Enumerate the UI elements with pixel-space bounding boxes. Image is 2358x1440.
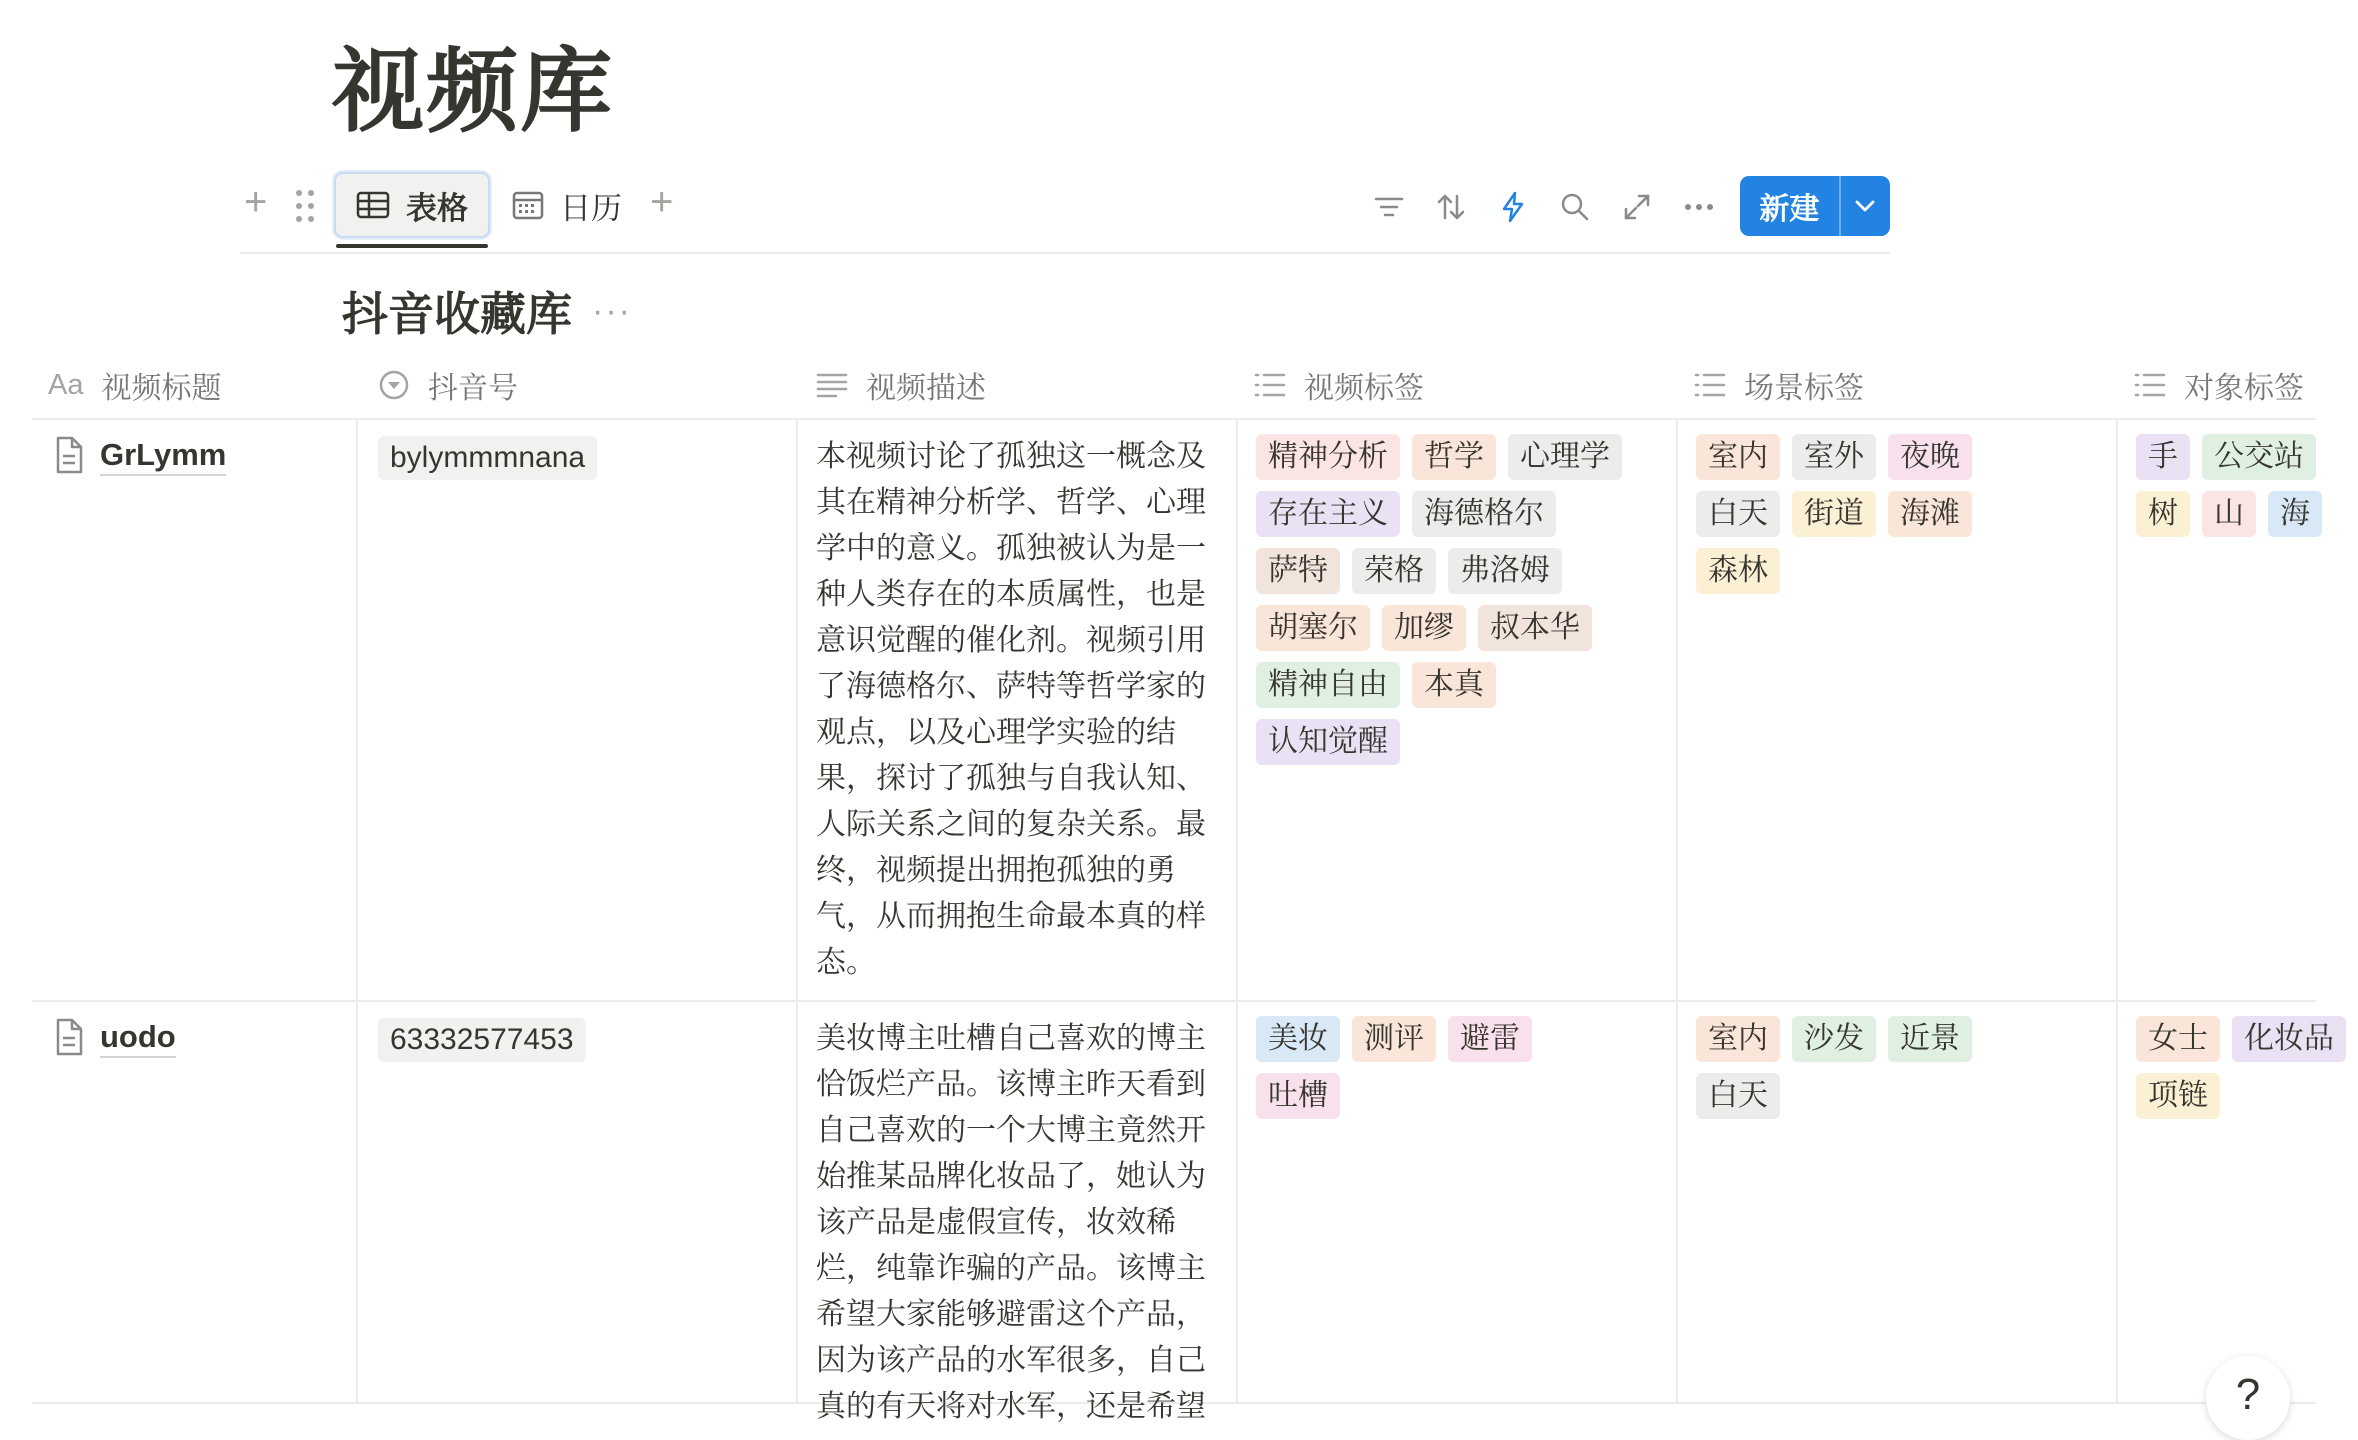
tab-table-label: 表格 [406, 190, 468, 226]
column-header-description[interactable] [816, 352, 986, 418]
tag: 手 [2136, 434, 2190, 480]
description-line: 希望大家能够避雷这个产品， [816, 1298, 1206, 1331]
douyin-id-chip: 63332577453 [378, 1018, 586, 1062]
description-line: 果，探讨了孤独与自我认知、 [816, 762, 1206, 795]
object-tags-cell[interactable] [2116, 1002, 2356, 1402]
column-header-scene-tags[interactable] [1694, 352, 1864, 418]
column-header-title[interactable] [48, 352, 221, 418]
douyin-id-cell[interactable] [356, 1002, 796, 1402]
tag: 化妆品 [2232, 1016, 2346, 1062]
tab-calendar-label: 日历 [560, 190, 622, 226]
tag: 认知觉醒 [1256, 719, 1400, 765]
description-line: 气，从而拥抱生命最本真的样 [816, 900, 1206, 933]
tag: 树 [2136, 491, 2190, 537]
tag: 海滩 [1888, 491, 1972, 537]
tag: 室外 [1792, 434, 1876, 480]
description-line: 该产品是虚假宣传，妆效稀 [816, 1206, 1176, 1239]
video-tags-cell[interactable] [1236, 420, 1676, 1000]
column-header-label: 抖音号 [428, 372, 518, 405]
description-line: 观点，以及心理学实验的结 [816, 716, 1176, 749]
tag: 精神自由 [1256, 662, 1400, 708]
lightning-icon[interactable] [1494, 188, 1532, 226]
tag: 公交站 [2202, 434, 2316, 480]
description-line: 本视频讨论了孤独这一概念及 [816, 440, 1206, 473]
page-icon [54, 1018, 84, 1056]
add-view-icon[interactable]: + [650, 180, 674, 224]
select-icon [378, 369, 410, 401]
column-header-label: 视频标签 [1304, 372, 1424, 405]
database-more-icon[interactable]: ··· [592, 291, 632, 330]
douyin-id-cell[interactable] [356, 420, 796, 1000]
scene-tags-cell[interactable] [1676, 420, 2116, 1000]
column-header-label: 视频描述 [866, 372, 986, 405]
tag: 吐槽 [1256, 1073, 1340, 1119]
search-icon[interactable] [1556, 188, 1594, 226]
page-title: 视频库 [332, 41, 615, 143]
column-header-label: 对象标签 [2184, 372, 2304, 405]
tag: 荣格 [1352, 548, 1436, 594]
tag: 心理学 [1508, 434, 1622, 480]
view-toolbar [240, 168, 1890, 254]
tag: 测评 [1352, 1016, 1436, 1062]
more-icon[interactable] [1680, 188, 1718, 226]
help-icon: ? [2235, 1370, 2261, 1419]
column-header-label: 视频标题 [101, 372, 222, 405]
list-icon [1694, 372, 1726, 398]
description-line: 了海德格尔、萨特等哲学家的 [816, 670, 1206, 703]
description-line: 态。 [816, 946, 876, 979]
database-title[interactable] [342, 278, 632, 344]
description-cell[interactable] [796, 1002, 1236, 1423]
tag: 精神分析 [1256, 434, 1400, 480]
tag: 项链 [2136, 1073, 2220, 1119]
text-type-icon: Aa [48, 368, 84, 401]
description-line: 恰饭烂产品。该博主昨天看到 [816, 1068, 1206, 1101]
description-line: 美妆博主吐槽自己喜欢的博主 [816, 1022, 1206, 1055]
description-line: 终，视频提出拥抱孤独的勇 [816, 854, 1176, 887]
tag: 美妆 [1256, 1016, 1340, 1062]
new-button[interactable] [1740, 176, 1890, 236]
filter-icon[interactable] [1370, 188, 1408, 226]
list-icon [2134, 372, 2166, 398]
tag: 室内 [1696, 1016, 1780, 1062]
description-line: 种人类存在的本质属性，也是 [816, 578, 1206, 611]
list-icon [1254, 372, 1286, 398]
new-button-label: 新建 [1759, 193, 1820, 226]
table-row[interactable] [32, 1002, 2334, 1423]
tag: 山 [2202, 491, 2256, 537]
description-line: 始推某品牌化妆品了，她认为 [816, 1160, 1206, 1193]
tag: 叔本华 [1478, 605, 1592, 651]
chevron-down-icon[interactable] [1839, 176, 1890, 236]
add-icon[interactable]: + [244, 180, 268, 224]
title-cell[interactable] [32, 420, 356, 1000]
tab-calendar[interactable] [492, 172, 642, 238]
tag: 近景 [1888, 1016, 1972, 1062]
description-line: 其在精神分析学、哲学、心理 [816, 486, 1206, 519]
column-header-label: 场景标签 [1744, 372, 1864, 405]
column-header-douyin-id[interactable] [378, 352, 518, 418]
row-title[interactable]: GrLymm [100, 436, 226, 476]
table-icon [356, 191, 390, 219]
description-line: 烂，纯靠诈骗的产品。该博主 [816, 1252, 1206, 1285]
tab-table[interactable] [334, 172, 490, 238]
description-line: 意识觉醒的催化剂。视频引用 [816, 624, 1206, 657]
column-header-object-tags[interactable] [2134, 352, 2304, 418]
database-title-text: 抖音收藏库 [342, 288, 572, 340]
sort-icon[interactable] [1432, 188, 1470, 226]
scene-tags-cell[interactable] [1676, 1002, 2116, 1402]
tag: 女士 [2136, 1016, 2220, 1062]
tag: 哲学 [1412, 434, 1496, 480]
tag: 本真 [1412, 662, 1496, 708]
database-table [32, 352, 2334, 1423]
tag: 弗洛姆 [1448, 548, 1562, 594]
expand-icon[interactable] [1618, 188, 1656, 226]
video-tags-cell[interactable] [1236, 1002, 1676, 1402]
tag: 存在主义 [1256, 491, 1400, 537]
description-line: 真的有天将对水军，还是希望 [816, 1390, 1206, 1423]
description-cell[interactable] [796, 420, 1236, 1000]
table-header [32, 352, 2316, 420]
calendar-icon [512, 189, 544, 221]
tag: 白天 [1696, 1073, 1780, 1119]
row-title[interactable]: uodo [100, 1018, 176, 1058]
tag: 海德格尔 [1412, 491, 1556, 537]
drag-handle-icon[interactable] [294, 188, 316, 231]
description-line: 因为该产品的水军很多，自己 [816, 1344, 1206, 1377]
object-tags-cell[interactable] [2116, 420, 2356, 1000]
tag: 胡塞尔 [1256, 605, 1370, 651]
tag: 白天 [1696, 491, 1780, 537]
title-cell[interactable] [32, 1002, 356, 1402]
help-button[interactable] [2206, 1356, 2290, 1440]
tag: 萨特 [1256, 548, 1340, 594]
douyin-id-chip: bylymmmnana [378, 436, 597, 480]
tag: 沙发 [1792, 1016, 1876, 1062]
column-header-video-tags[interactable] [1254, 352, 1424, 418]
tag: 街道 [1792, 491, 1876, 537]
description-line: 学中的意义。孤独被认为是一 [816, 532, 1206, 565]
tag: 室内 [1696, 434, 1780, 480]
tag: 夜晚 [1888, 434, 1972, 480]
tag: 加缪 [1382, 605, 1466, 651]
tag: 海 [2268, 491, 2322, 537]
page-icon [54, 436, 84, 474]
table-row[interactable] [32, 420, 2316, 1002]
tag: 森林 [1696, 548, 1780, 594]
description-line: 自己喜欢的一个大博主竟然开 [816, 1114, 1206, 1147]
tag: 避雷 [1448, 1016, 1532, 1062]
text-icon [816, 372, 848, 398]
description-line: 人际关系之间的复杂关系。最 [816, 808, 1206, 841]
